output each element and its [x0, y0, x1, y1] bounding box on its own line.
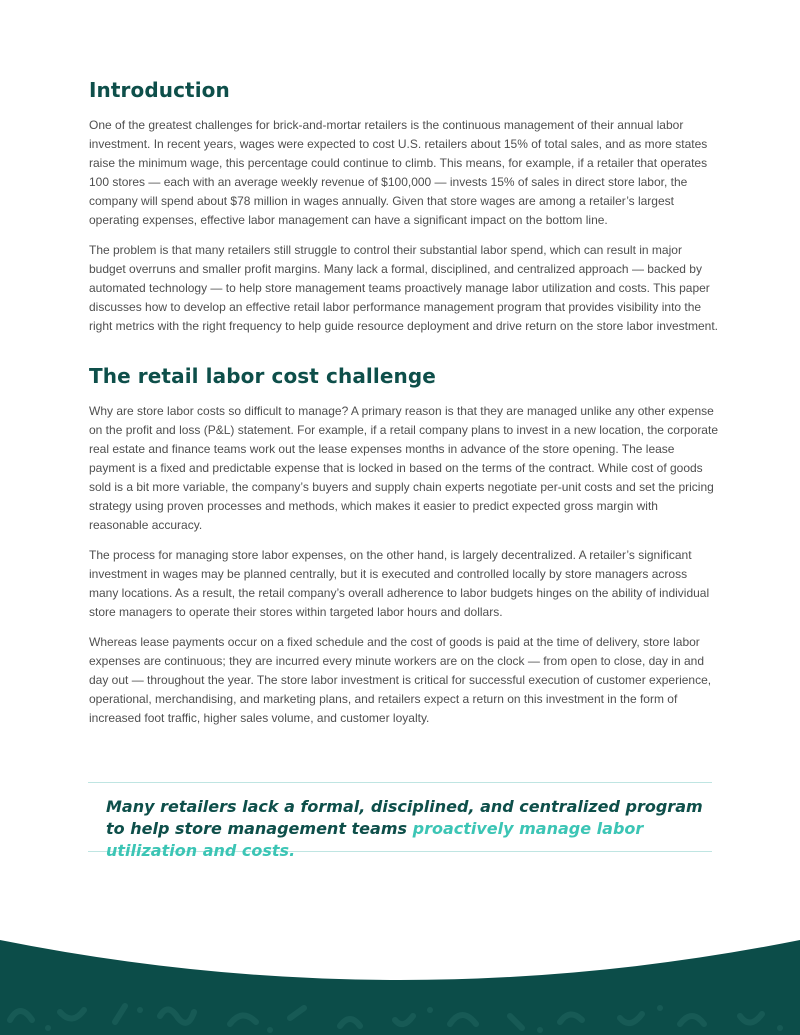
intro-paragraph: The problem is that many retailers still struggle to control their substantial labor spend, which can result in major budget overruns and smaller profit margins. Many lack a formal, disciplined, and centralized approach — backed by automated technology — to help store management teams proactively manage labor utilization and costs. This paper discusses how to develop an effective retail labor performance management program that provides visibility into the right metrics with the right frequency to help guide resource deployment and drive return on the store labor investment. [89, 243, 718, 333]
footer-wave-decoration [0, 940, 800, 1035]
pull-quote-text [106, 796, 706, 862]
pull-quote [88, 782, 712, 860]
challenge-paragraph: The process for managing store labor expenses, on the other hand, is largely decentralized. A retailer’s significant investment in wages may be planned centrally, but it is executed and controlled locally by store managers across many locations. As a result, the retail company’s overall adherence to labor budgets hinges on the ability of individual store managers to operate their stores within targeted labor hours and dollars. [89, 548, 710, 619]
challenge-paragraph: Whereas lease payments occur on a fixed schedule and the cost of goods is paid at the time of delivery, store labor expenses are continuous; they are incurred every minute workers are on the clock — from open to close, day in and day out — throughout the year. The store labor investment is critical for successful execution of customer experience, operational, merchandising, and marketing plans, and retailers expect a return on this investment in the form of increased foot traffic, higher sales volume, and customer loyalty. [89, 635, 712, 725]
challenge-paragraph: Why are store labor costs so difficult to manage? A primary reason is that they are managed unlike any other expense on the profit and loss (P&L) statement. For example, if a retail company plans to invest in a new location, the corporate real estate and finance teams work out the lease expenses months in advance of the store opening. The lease payment is a fixed and predictable expense that is locked in based on the terms of the contract. While cost of goods sold is a bit more variable, the company’s buyers and supply chain experts negotiate per-unit costs and set the pricing strategy using proven processes and methods, which makes it easier to predict expected gross margin with reasonable accuracy. [89, 404, 718, 532]
section-heading-labor-cost-challenge: The retail labor cost challenge [89, 364, 436, 388]
section-heading-introduction: Introduction [89, 78, 230, 102]
main-content [89, 78, 719, 728]
pull-quote-highlight: proactively manage labor utilization and costs. [106, 819, 644, 860]
pull-quote-main-text: Many retailers lack a formal, disciplined, and centralized program to help store management teams [106, 797, 703, 838]
intro-paragraph: One of the greatest challenges for brick-and-mortar retailers is the continuous management of their annual labor investment. In recent years, wages were expected to cost U.S. retailers about 15% of total sales, and as more states raise the minimum wage, this percentage could continue to climb. This means, for example, if a retailer that operates 100 stores — each with an average weekly revenue of $100,000 — invests 15% of sales in direct store labor, the company will spend about $78 million in wages annually. Given that store wages are among a retailer’s largest operating expenses, effective labor management can have a significant impact on the bottom line. [89, 118, 708, 227]
